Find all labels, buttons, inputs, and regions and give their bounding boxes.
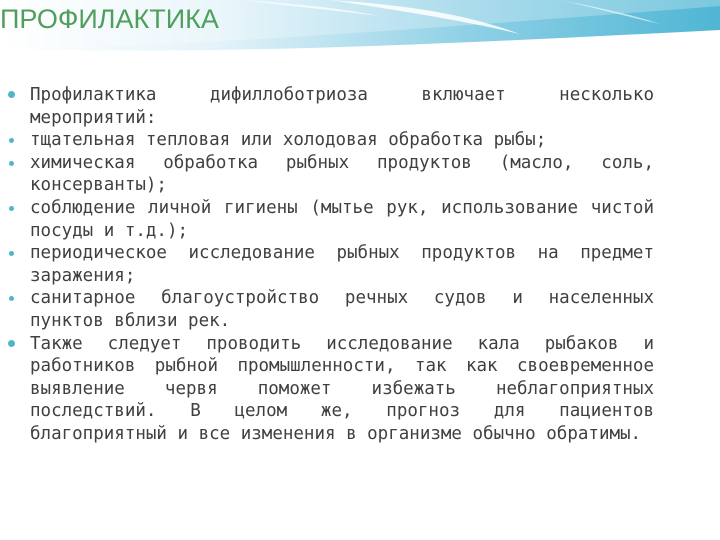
list-item-text: тщательная тепловая или холодовая обработка рыбы; [30,130,547,151]
list-item [6,242,654,287]
list-item-text: химическая обработка рыбных продуктов (масло, соль, консерванты); [30,152,654,196]
slide-title: ПРОФИЛАКТИКА [0,4,219,34]
bullet-dot-icon [8,340,15,347]
list-item [6,287,654,332]
bullet-dot-icon [9,206,14,211]
bullet-dot-icon [9,251,14,256]
list-item-text: соблюдение личной гигиены (мытье рук, использование чистой посуды и т.д.); [30,197,654,241]
list-item-text: Также следует проводить исследование кала рыбаков и работников рыбной промышленности, так как своевременное выявление червя поможет избежать неблагоприятных последствий. В целом же, прогноз для пациентов благоприятный и все изменения в организме обычно обратимы. [30,333,654,444]
bullet-dot-icon [9,138,14,143]
bullet-dot-icon [9,161,14,166]
bullet-dot-icon [9,296,14,301]
list-item [6,84,654,129]
list-item-text: санитарное благоустройство речных судов и населенных пунктов вблизи рек. [30,288,654,331]
list-item [6,197,654,242]
list-item [6,152,654,197]
list-item [6,333,654,446]
list-item [6,129,654,152]
bullet-list [6,84,654,446]
list-item-text: Профилактика дифиллоботриоза включает несколько мероприятий: [30,85,654,128]
bullet-dot-icon [8,91,15,98]
list-item-text: периодическое исследование рыбных продуктов на предмет заражения; [30,243,654,286]
